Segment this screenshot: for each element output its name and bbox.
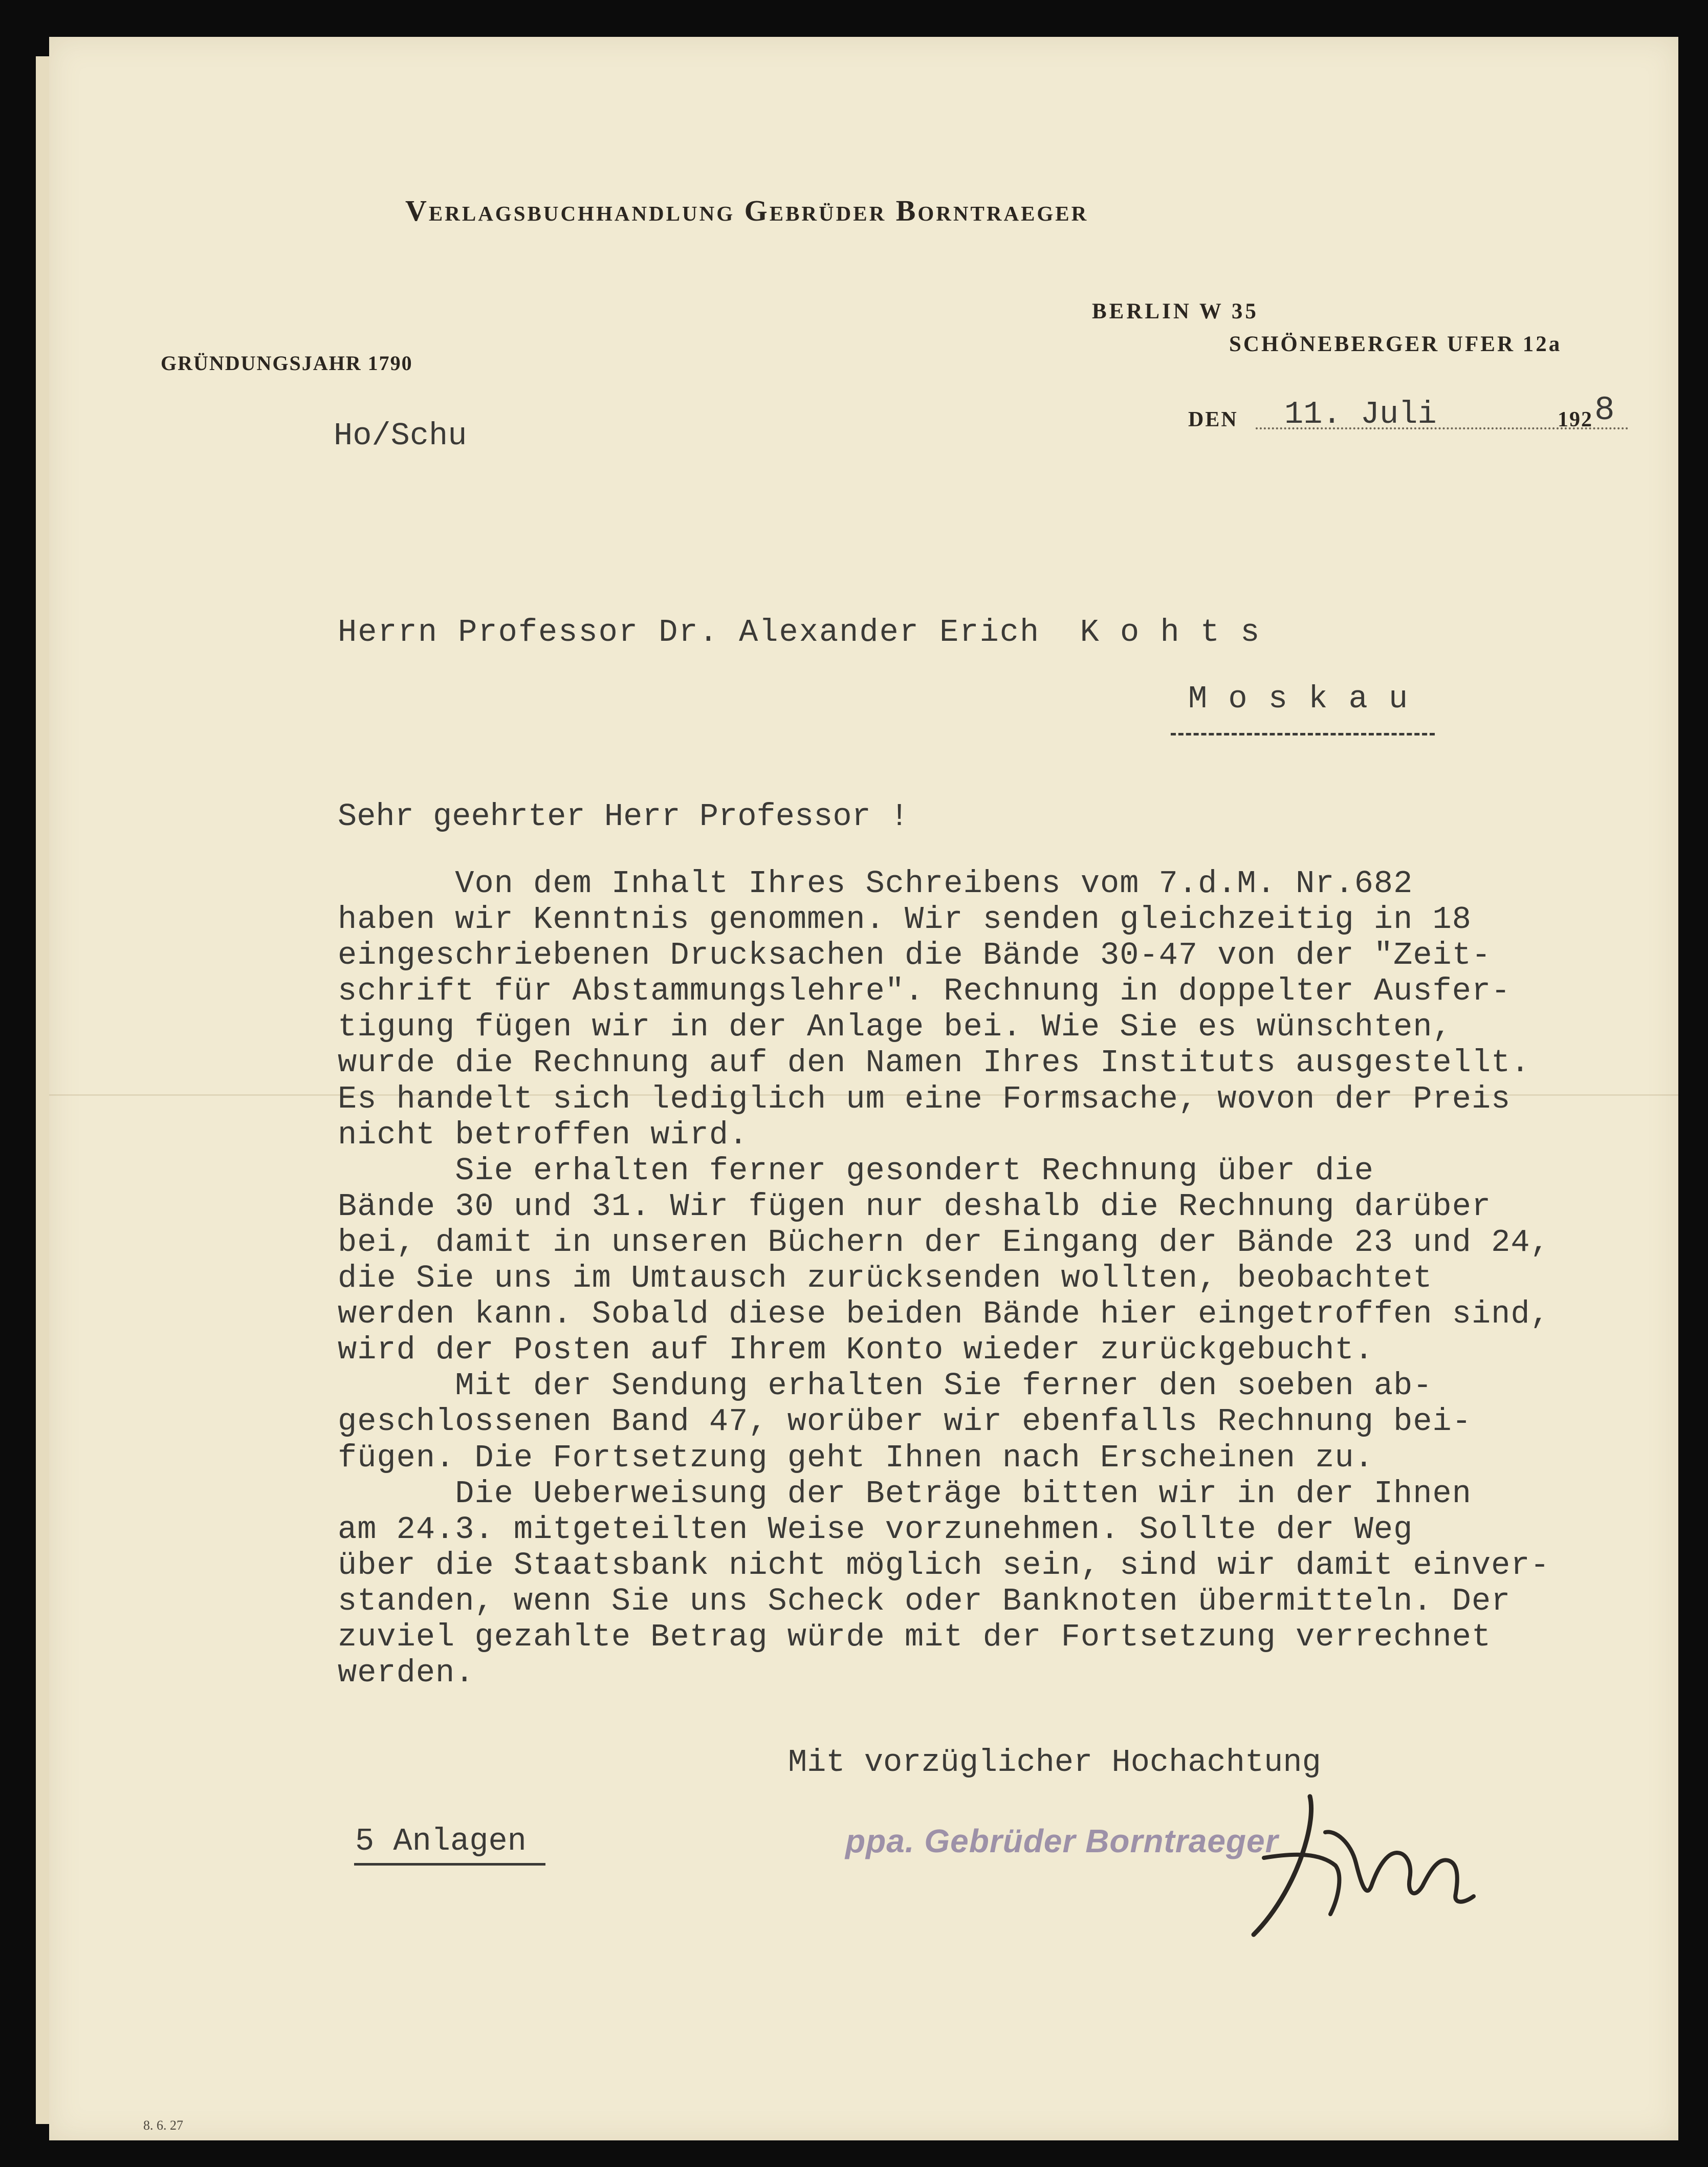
body-line: Mit der Sendung erhalten Sie ferner den soeben ab- <box>338 1368 1433 1404</box>
body-line: eingeschriebenen Drucksachen die Bände 30-47 von der "Zeit- <box>338 937 1492 974</box>
body-line: werden. <box>338 1655 475 1692</box>
body-line: Bände 30 und 31. Wir fügen nur deshalb die Rechnung darüber <box>338 1188 1492 1225</box>
recipient-city: M o s k a u <box>1188 681 1409 717</box>
letter-date: 11. Juli <box>1284 396 1437 432</box>
body-line: nicht betroffen wird. <box>338 1116 749 1153</box>
body-line: geschlossenen Band 47, worüber wir ebenfalls Rechnung bei- <box>338 1403 1472 1440</box>
body-line: die Sie uns im Umtausch zurücksenden wollten, beobachtet <box>338 1260 1433 1297</box>
recipient-city-underline <box>1171 733 1435 735</box>
addressee: Herrn Professor Dr. Alexander Erich K o h t s <box>338 614 1261 651</box>
date-prefix: DEN <box>1188 408 1238 431</box>
enclosure-underline <box>354 1863 545 1866</box>
publisher-city: BERLIN W 35 <box>1092 299 1259 323</box>
body-line: wird der Posten auf Ihrem Konto wieder zurückgebucht. <box>338 1332 1374 1369</box>
body-line: fügen. Die Fortsetzung geht Ihnen nach Erscheinen zu. <box>338 1439 1374 1476</box>
body-line: haben wir Kenntnis genommen. Wir senden gleichzeitig in 18 <box>338 901 1472 938</box>
year-prefix: 192 <box>1558 408 1593 431</box>
founding-year: GRÜNDUNGSJAHR 1790 <box>161 352 413 375</box>
body-line: wurde die Rechnung auf den Namen Ihres Instituts ausgestellt. <box>338 1045 1530 1081</box>
body-line: Von dem Inhalt Ihres Schreibens vom 7.d.M. Nr.682 <box>338 865 1413 902</box>
print-code: 8. 6. 27 <box>143 2118 183 2133</box>
body-line: tigung fügen wir in der Anlage bei. Wie Sie es wünschten, <box>338 1009 1452 1046</box>
body-line: schrift für Abstammungslehre". Rechnung in doppelter Ausfer- <box>338 973 1511 1010</box>
body-line: standen, wenn Sie uns Scheck oder Banknoten übermitteln. Der <box>338 1583 1511 1619</box>
body-line: über die Staatsbank nicht möglich sein, sind wir damit einver- <box>338 1547 1550 1584</box>
letter-body <box>338 866 1648 1691</box>
company-stamp: ppa. Gebrüder Borntraeger <box>845 1823 1279 1859</box>
body-line: Die Ueberweisung der Beträge bitten wir in der Ihnen <box>338 1475 1472 1512</box>
closing: Mit vorzüglicher Hochachtung <box>788 1744 1321 1781</box>
enclosure-note: 5 Anlagen <box>355 1823 527 1859</box>
body-line: Sie erhalten ferner gesondert Rechnung über die <box>338 1152 1374 1189</box>
body-line: zuviel gezahlte Betrag würde mit der Fortsetzung verrechnet <box>338 1618 1492 1655</box>
salutation: Sehr geehrter Herr Professor ! <box>338 798 909 835</box>
body-line: werden kann. Sobald diese beiden Bände hier eingetroffen sind, <box>338 1296 1550 1333</box>
reference-code: Ho/Schu <box>334 418 467 454</box>
publisher-street: SCHÖNEBERGER UFER 12a <box>1229 332 1562 356</box>
body-line: Es handelt sich lediglich um eine Formsache, wovon der Preis <box>338 1080 1511 1117</box>
publisher-name: Verlagsbuchhandlung Gebrüder Borntraeger <box>405 194 1089 227</box>
year-digit: 8 <box>1594 391 1615 429</box>
body-line: am 24.3. mitgeteilten Weise vorzunehmen. Sollte der Weg <box>338 1511 1413 1548</box>
body-line: bei, damit in unseren Büchern der Eingang der Bände 23 und 24, <box>338 1224 1550 1261</box>
handwritten-signature <box>1233 1776 1499 1945</box>
